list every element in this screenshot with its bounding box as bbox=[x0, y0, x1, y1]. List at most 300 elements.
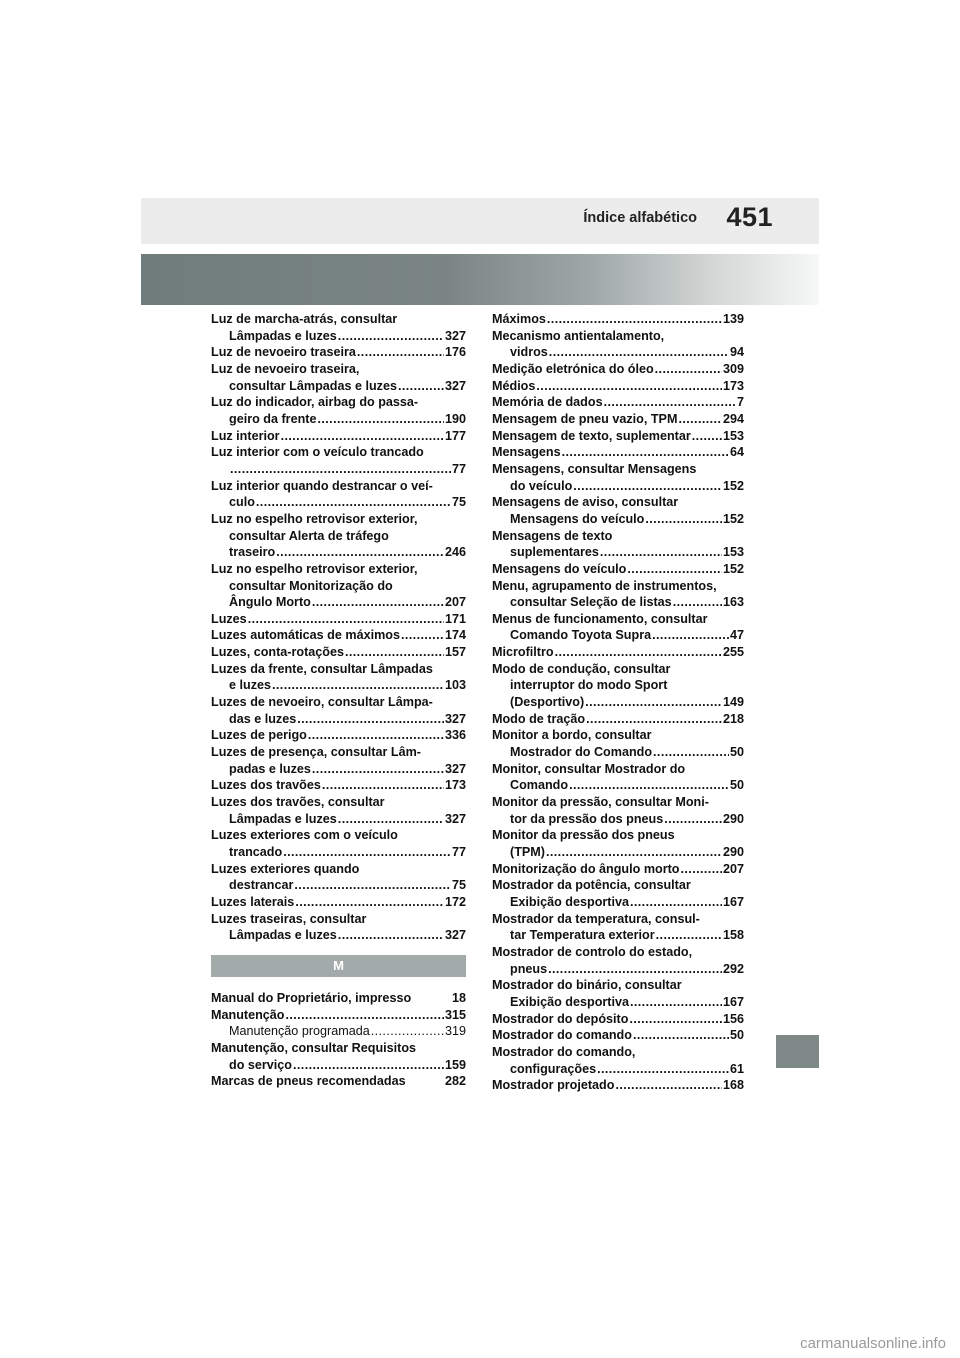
index-entry bbox=[211, 394, 466, 427]
index-entry-line bbox=[211, 877, 466, 894]
index-entry-page: 158 bbox=[722, 928, 744, 943]
leader-dots bbox=[294, 877, 451, 894]
index-entry-text: e luzes bbox=[229, 678, 271, 693]
index-entry bbox=[211, 478, 466, 511]
index-entry-line bbox=[492, 927, 744, 944]
index-entry-page: 163 bbox=[722, 595, 744, 610]
index-entry-line bbox=[492, 1061, 744, 1078]
index-entry-text: Mostrador do comando bbox=[492, 1028, 632, 1043]
index-entry bbox=[492, 727, 744, 760]
index-entry-page: 294 bbox=[722, 411, 744, 426]
index-entry-text: consultar Seleção de listas bbox=[510, 595, 672, 610]
index-entry-line bbox=[211, 844, 466, 861]
index-entry-text: Mostrador do Comando bbox=[510, 745, 653, 760]
leader-dots bbox=[283, 844, 451, 861]
leader-dots bbox=[655, 361, 722, 378]
leader-dots bbox=[256, 494, 451, 511]
index-entry bbox=[211, 911, 466, 944]
index-entry-line bbox=[211, 661, 466, 678]
index-entry-page: 50 bbox=[729, 778, 744, 793]
index-entry-page: 103 bbox=[444, 678, 466, 693]
leader-dots bbox=[645, 511, 722, 528]
index-entry-text: Mostrador de controlo do estado, bbox=[492, 944, 693, 959]
index-entry-text: Mensagens do veículo bbox=[492, 561, 627, 576]
index-entry bbox=[492, 378, 744, 395]
index-entry-text: Menu, agrupamento de instrumentos, bbox=[492, 578, 717, 593]
leader-dots bbox=[295, 894, 444, 911]
leader-dots bbox=[548, 961, 722, 978]
index-entry-text: Luz de nevoeiro traseira, bbox=[211, 361, 360, 376]
index-entry bbox=[492, 611, 744, 644]
index-entry-page: 177 bbox=[444, 428, 466, 443]
index-entry bbox=[492, 361, 744, 378]
index-entry-line bbox=[211, 1007, 466, 1024]
index-entry-line bbox=[211, 677, 466, 694]
index-entry-page: 290 bbox=[722, 845, 744, 859]
index-entry bbox=[211, 1023, 466, 1040]
leader-dots bbox=[604, 394, 736, 411]
index-entry bbox=[211, 827, 466, 860]
index-entry-line bbox=[492, 961, 744, 978]
leader-dots bbox=[371, 1023, 444, 1040]
index-entry-text: Luzes, conta-rotações bbox=[211, 645, 344, 660]
index-entry bbox=[492, 711, 744, 728]
index-entry-text: vidros bbox=[510, 345, 548, 360]
leader-dots bbox=[547, 311, 722, 328]
index-entry-text: tor da pressão dos pneus bbox=[510, 811, 664, 826]
index-entry-text: do serviço bbox=[229, 1057, 292, 1072]
index-entry-text: Mensagem de texto, suplementar bbox=[492, 428, 691, 443]
index-entry-page: 47 bbox=[729, 628, 744, 643]
section-letter: M bbox=[333, 957, 344, 973]
index-entry-page: 319 bbox=[444, 1024, 466, 1039]
index-entry-page: 336 bbox=[444, 728, 466, 743]
index-entry-line bbox=[492, 1027, 744, 1044]
index-entry-page: 327 bbox=[444, 328, 466, 343]
index-entry-line bbox=[492, 944, 744, 961]
index-entry-text: Monitorização do ângulo morto bbox=[492, 861, 680, 876]
index-entry-line bbox=[492, 627, 744, 644]
index-entry-page: 153 bbox=[722, 428, 744, 443]
index-entry-page: 172 bbox=[444, 894, 466, 909]
leader-dots bbox=[664, 811, 722, 828]
index-entry-line bbox=[492, 994, 744, 1011]
index-entry-line bbox=[492, 411, 744, 428]
index-entry-page: 218 bbox=[722, 711, 744, 726]
index-entry-page: 149 bbox=[722, 695, 744, 710]
index-entry-text: Médios bbox=[492, 378, 536, 393]
index-entry-text: Lâmpadas e luzes bbox=[229, 928, 337, 943]
index-entry-text: Luzes de perigo bbox=[211, 728, 307, 743]
index-entry-line bbox=[492, 611, 744, 628]
index-entry-page: 75 bbox=[451, 878, 466, 893]
header-title: Índice alfabético bbox=[583, 210, 697, 226]
index-entry bbox=[211, 794, 466, 827]
index-entry-line bbox=[211, 711, 466, 728]
index-list-l bbox=[211, 311, 466, 944]
index-entry-line bbox=[492, 744, 744, 761]
leader-dots bbox=[555, 644, 722, 661]
index-entry-page: 75 bbox=[451, 495, 466, 510]
index-list-m bbox=[211, 990, 466, 1090]
index-entry-page: 315 bbox=[444, 1007, 466, 1022]
leader-dots bbox=[230, 461, 451, 478]
index-entry-line bbox=[211, 394, 466, 411]
leader-dots bbox=[692, 428, 722, 445]
index-entry-line bbox=[211, 311, 466, 328]
index-entry-page: 176 bbox=[444, 345, 466, 360]
index-entry-text: Mensagens bbox=[492, 445, 561, 460]
index-entry-text: Memória de dados bbox=[492, 395, 603, 410]
header-gradient-band bbox=[141, 254, 819, 305]
index-entry bbox=[211, 611, 466, 628]
index-entry-text: padas e luzes bbox=[229, 761, 311, 776]
index-entry-line bbox=[492, 344, 744, 361]
index-entry-page: 207 bbox=[722, 861, 744, 876]
index-entry bbox=[492, 561, 744, 578]
index-entry bbox=[492, 861, 744, 878]
index-entry bbox=[492, 827, 744, 860]
leader-dots bbox=[585, 694, 722, 711]
index-entry-text: Modo de tração bbox=[492, 711, 586, 726]
index-entry-text: Luzes laterais bbox=[211, 894, 295, 909]
leader-dots bbox=[681, 861, 722, 878]
index-entry bbox=[492, 528, 744, 561]
index-entry bbox=[492, 977, 744, 1010]
index-entry-page: 174 bbox=[444, 628, 466, 643]
index-entry-line bbox=[211, 444, 466, 461]
index-entry-text: Mensagens de texto bbox=[492, 528, 613, 543]
index-entry bbox=[211, 361, 466, 394]
index-entry-line bbox=[211, 1057, 466, 1074]
index-entry-page: 327 bbox=[444, 761, 466, 776]
index-entry-line bbox=[211, 411, 466, 428]
index-entry-text: Marcas de pneus recomendadas bbox=[211, 1074, 406, 1089]
leader-dots bbox=[673, 594, 722, 611]
index-entry-line bbox=[211, 911, 466, 928]
index-entry-page: 167 bbox=[722, 894, 744, 909]
index-entry-line bbox=[492, 578, 744, 595]
index-entry-line bbox=[211, 777, 466, 794]
index-entry-page: 156 bbox=[722, 1011, 744, 1026]
index-entry-text: Manutenção, consultar Requisitos bbox=[211, 1040, 417, 1055]
index-entry-line bbox=[211, 378, 466, 395]
index-entry-page: 327 bbox=[444, 811, 466, 826]
index-entry bbox=[492, 311, 744, 328]
index-entry bbox=[492, 428, 744, 445]
index-entry-text: Mostrador da potência, consultar bbox=[492, 878, 691, 893]
index-entry-page: 327 bbox=[444, 928, 466, 943]
index-entry bbox=[492, 461, 744, 494]
index-entry-line bbox=[211, 811, 466, 828]
leader-dots bbox=[338, 328, 444, 345]
index-entry-text: Comando Toyota Supra bbox=[510, 628, 652, 643]
index-entry-line bbox=[211, 1040, 466, 1057]
index-entry-line bbox=[211, 494, 466, 511]
index-entry bbox=[492, 394, 744, 411]
index-entry-page: 173 bbox=[444, 778, 466, 793]
index-entry-text: Luzes automáticas de máximos bbox=[211, 628, 400, 643]
index-entry bbox=[211, 344, 466, 361]
index-entry bbox=[492, 578, 744, 611]
index-entry-text: Menus de funcionamento, consultar bbox=[492, 611, 708, 626]
index-entry-line bbox=[492, 1077, 744, 1094]
leader-dots bbox=[345, 644, 444, 661]
leader-dots bbox=[573, 478, 722, 495]
index-entry-line bbox=[211, 344, 466, 361]
index-entry bbox=[211, 1007, 466, 1024]
index-entry-page: 77 bbox=[451, 845, 466, 859]
index-entry-line bbox=[492, 877, 744, 894]
index-entry-text: Mostrador projetado bbox=[492, 1078, 615, 1093]
index-entry bbox=[211, 561, 466, 611]
index-entry bbox=[211, 1040, 466, 1073]
index-entry bbox=[211, 744, 466, 777]
index-entry-text: Mecanismo antientalamento, bbox=[492, 328, 665, 343]
index-entry-line bbox=[211, 794, 466, 811]
index-entry bbox=[211, 894, 466, 911]
index-entry-text: Mostrador do comando, bbox=[492, 1044, 636, 1059]
index-entry bbox=[492, 661, 744, 711]
index-entry-page: 173 bbox=[722, 378, 744, 393]
index-entry-text: Luzes da frente, consultar Lâmpadas bbox=[211, 661, 433, 676]
section-header-m bbox=[211, 955, 466, 977]
index-entry-text: Exibição desportiva bbox=[510, 994, 629, 1009]
index-entry-line bbox=[211, 990, 466, 1007]
index-entry-line bbox=[211, 594, 466, 611]
index-entry-line bbox=[211, 861, 466, 878]
watermark: carmanualsonline.info bbox=[800, 1335, 946, 1352]
index-entry-line bbox=[492, 677, 744, 694]
index-entry-page: 64 bbox=[729, 445, 744, 460]
index-entry-line bbox=[211, 528, 466, 545]
index-entry-line bbox=[211, 611, 466, 628]
index-entry-page: 246 bbox=[444, 545, 466, 560]
index-entry-text: Mostrador da temperatura, consul- bbox=[492, 911, 700, 926]
leader-dots bbox=[272, 677, 444, 694]
index-entry-page: 171 bbox=[444, 611, 466, 626]
index-entry-text: geiro da frente bbox=[229, 411, 317, 426]
index-entry-text: Luz no espelho retrovisor exterior, bbox=[211, 511, 418, 526]
index-entry-line bbox=[211, 361, 466, 378]
index-entry-line bbox=[211, 511, 466, 528]
index-entry bbox=[492, 1044, 744, 1077]
index-entry-page: 157 bbox=[444, 645, 466, 660]
index-entry-page: 168 bbox=[722, 1078, 744, 1093]
index-entry bbox=[211, 990, 466, 1007]
index-column-right bbox=[492, 311, 744, 1094]
index-entry-text: Manual do Proprietário, impresso bbox=[211, 990, 412, 1005]
index-entry-page: 152 bbox=[722, 561, 744, 576]
index-entry-line bbox=[492, 511, 744, 528]
index-entry-line bbox=[492, 844, 744, 861]
index-entry-text: Luz de nevoeiro traseira bbox=[211, 345, 356, 360]
index-entry-page: 139 bbox=[722, 312, 744, 326]
index-entry-text: Ângulo Morto bbox=[229, 595, 311, 610]
index-entry-line bbox=[211, 627, 466, 644]
index-entry-line bbox=[211, 644, 466, 661]
index-entry-line bbox=[211, 1073, 466, 1090]
index-entry-line bbox=[492, 1011, 744, 1028]
index-entry-page: 282 bbox=[444, 1074, 466, 1089]
index-entry-line bbox=[492, 777, 744, 794]
index-entry-text: Comando bbox=[510, 778, 569, 793]
index-entry-text: Luzes dos travões bbox=[211, 778, 321, 793]
index-entry-text: Manutenção programada bbox=[229, 1024, 370, 1039]
index-column-left bbox=[211, 311, 466, 1090]
index-entry-line bbox=[492, 894, 744, 911]
index-entry-text: Mostrador do binário, consultar bbox=[492, 978, 682, 993]
leader-dots bbox=[312, 594, 444, 611]
index-entry-text: Monitor da pressão, consultar Moni- bbox=[492, 795, 709, 810]
index-entry-page: 50 bbox=[729, 1028, 744, 1043]
index-entry-line bbox=[211, 744, 466, 761]
index-entry-text: configurações bbox=[510, 1061, 597, 1076]
index-entry bbox=[211, 1073, 466, 1090]
index-entry bbox=[492, 1027, 744, 1044]
index-entry-page: 7 bbox=[736, 395, 744, 410]
leader-dots bbox=[615, 1077, 722, 1094]
leader-dots bbox=[678, 411, 722, 428]
leader-dots bbox=[653, 744, 729, 761]
index-entry-text: Lâmpadas e luzes bbox=[229, 328, 337, 343]
index-entry-page: 190 bbox=[444, 411, 466, 426]
index-entry-text: Luz do indicador, airbag do passa- bbox=[211, 395, 419, 410]
index-entry-page: 159 bbox=[444, 1057, 466, 1072]
index-entry-text: Mostrador do depósito bbox=[492, 1011, 629, 1026]
index-entry-text: Modo de condução, consultar bbox=[492, 661, 671, 676]
index-entry-text: interruptor do modo Sport bbox=[510, 678, 668, 693]
index-entry-text: Luz interior com o veículo trancado bbox=[211, 445, 424, 460]
index-entry-text: destrancar bbox=[229, 878, 294, 893]
index-entry-text: consultar Alerta de tráfego bbox=[229, 528, 389, 543]
index-entry-text: Monitor, consultar Mostrador do bbox=[492, 761, 686, 776]
leader-dots bbox=[586, 711, 722, 728]
index-entry-line bbox=[492, 594, 744, 611]
index-entry-page: 327 bbox=[444, 711, 466, 726]
leader-dots bbox=[293, 1057, 444, 1074]
index-entry bbox=[492, 911, 744, 944]
index-entry-line bbox=[492, 361, 744, 378]
index-entry-text: Luzes traseiras, consultar bbox=[211, 911, 367, 926]
leader-dots bbox=[285, 1007, 444, 1024]
index-entry-text: tar Temperatura exterior bbox=[510, 928, 655, 943]
index-entry-page: 50 bbox=[729, 745, 744, 760]
index-entry-line bbox=[492, 394, 744, 411]
leader-dots bbox=[600, 544, 722, 561]
index-entry-line bbox=[492, 461, 744, 478]
index-entry-text: Mensagens do veículo bbox=[510, 511, 645, 526]
leader-dots bbox=[281, 428, 444, 445]
index-entry-text: Manutenção bbox=[211, 1007, 285, 1022]
leader-dots bbox=[312, 761, 444, 778]
index-entry-line bbox=[211, 927, 466, 944]
index-entry-text: Luzes bbox=[211, 611, 247, 626]
index-entry-line bbox=[211, 328, 466, 345]
index-entry-line bbox=[492, 544, 744, 561]
index-entry bbox=[211, 727, 466, 744]
index-entry-line bbox=[492, 761, 744, 778]
leader-dots bbox=[652, 627, 729, 644]
index-entry-line bbox=[492, 977, 744, 994]
index-entry-page: 207 bbox=[444, 595, 466, 610]
index-entry bbox=[211, 777, 466, 794]
index-entry-text: Mensagens de aviso, consultar bbox=[492, 495, 679, 510]
leader-dots bbox=[322, 777, 444, 794]
index-entry-text: Luzes exteriores com o veículo bbox=[211, 828, 398, 843]
index-entry-line bbox=[211, 561, 466, 578]
index-entry-line bbox=[211, 461, 466, 478]
index-entry-line bbox=[492, 911, 744, 928]
index-entry-line bbox=[211, 827, 466, 844]
leader-dots bbox=[317, 411, 444, 428]
index-entry-line bbox=[211, 694, 466, 711]
index-entry-text: Monitor da pressão dos pneus bbox=[492, 828, 675, 843]
leader-dots bbox=[627, 561, 722, 578]
index-entry-text: Medição eletrónica do óleo bbox=[492, 361, 654, 376]
index-entry bbox=[211, 428, 466, 445]
header-band bbox=[141, 198, 819, 244]
index-entry-page: 94 bbox=[729, 345, 744, 360]
index-entry-line bbox=[211, 578, 466, 595]
index-entry bbox=[211, 311, 466, 344]
leader-dots bbox=[338, 927, 444, 944]
index-entry-text: Luzes exteriores quando bbox=[211, 861, 360, 876]
index-entry-text: Mensagem de pneu vazio, TPM bbox=[492, 411, 678, 426]
leader-dots bbox=[401, 627, 444, 644]
index-entry-text: Luz no espelho retrovisor exterior, bbox=[211, 561, 418, 576]
index-entry-text: traseiro bbox=[229, 545, 276, 560]
index-entry-page: 292 bbox=[722, 961, 744, 976]
leader-dots bbox=[276, 544, 444, 561]
index-entry-text: Luz interior bbox=[211, 428, 280, 443]
leader-dots bbox=[297, 711, 444, 728]
index-entry bbox=[211, 511, 466, 561]
index-entry bbox=[492, 794, 744, 827]
index-entry-page: 255 bbox=[722, 645, 744, 660]
index-entry bbox=[492, 494, 744, 527]
index-entry-line bbox=[211, 478, 466, 495]
leader-dots bbox=[338, 811, 444, 828]
page-number: 451 bbox=[726, 202, 773, 232]
index-entry bbox=[492, 944, 744, 977]
index-entry-line bbox=[492, 794, 744, 811]
leader-dots bbox=[630, 994, 722, 1011]
index-entry-page: 152 bbox=[722, 511, 744, 526]
index-entry-page: 152 bbox=[722, 478, 744, 493]
index-entry-line bbox=[492, 444, 744, 461]
leader-dots bbox=[536, 378, 722, 395]
index-entry-text: consultar Lâmpadas e luzes bbox=[229, 378, 397, 393]
index-entry-text: Luzes de presença, consultar Lâm- bbox=[211, 745, 421, 760]
leader-dots bbox=[656, 927, 722, 944]
index-entry bbox=[211, 644, 466, 661]
index-entry bbox=[492, 644, 744, 661]
index-entry-line bbox=[211, 894, 466, 911]
index-entry-line bbox=[492, 378, 744, 395]
index-entry-text: das e luzes bbox=[229, 711, 297, 726]
index-entry-text: Luzes dos travões, consultar bbox=[211, 795, 385, 810]
index-entry-text: Mensagens, consultar Mensagens bbox=[492, 461, 697, 476]
index-entry bbox=[211, 627, 466, 644]
index-entry bbox=[211, 694, 466, 727]
index-entry-text: Exibição desportiva bbox=[510, 894, 629, 909]
leader-dots bbox=[357, 344, 444, 361]
leader-dots bbox=[597, 1061, 729, 1078]
index-entry bbox=[211, 661, 466, 694]
index-entry-line bbox=[492, 694, 744, 711]
leader-dots bbox=[630, 894, 722, 911]
